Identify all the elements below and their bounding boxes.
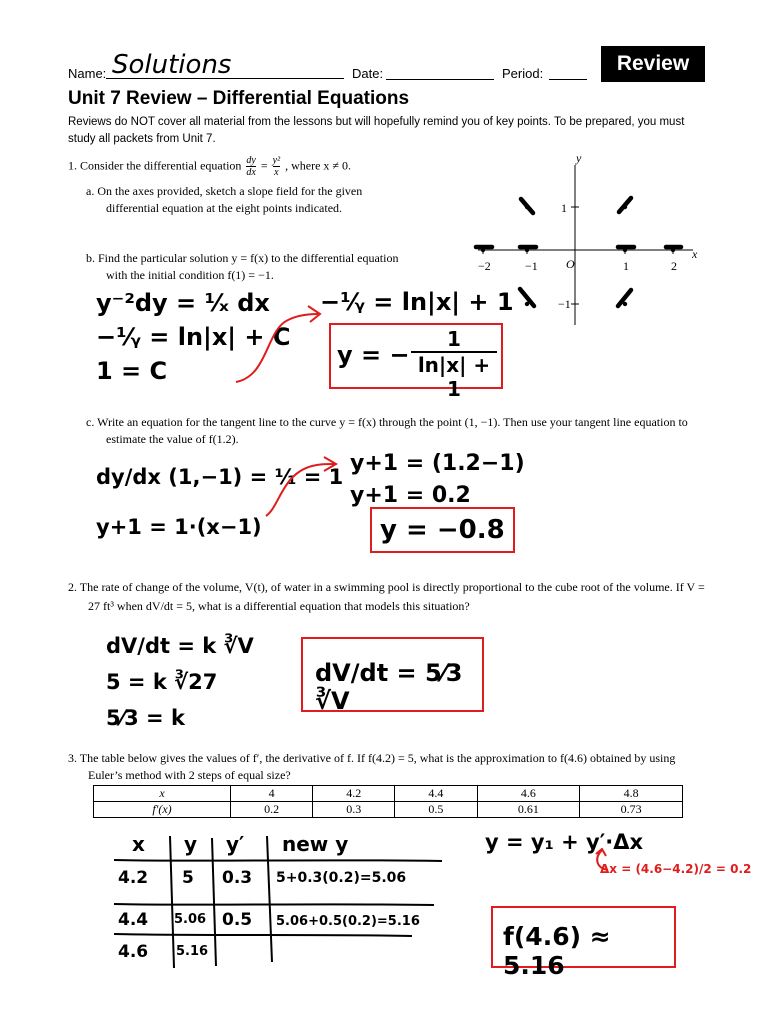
q1b-text: b. Find the particular solution y = f(x) to the differential equation with the initial condition f(1) = −1. xyxy=(86,251,399,282)
x-tick-neg1: −1 xyxy=(525,259,538,273)
q1c-text: c. Write an equation for the tangent line to the curve y = f(x) through the point (1, −1). Then use your tangent line equation to estimate the value of f(1.2). xyxy=(86,415,688,446)
euler-cell: 0.5 xyxy=(222,910,253,930)
euler-cell: 5.06+0.5(0.2)=5.16 xyxy=(276,914,420,929)
q1b-work-line: y⁻²dy = ¹⁄ₓ dx xyxy=(96,289,270,317)
table-cell: 0.61 xyxy=(477,802,580,818)
q1-frac-num: dy xyxy=(246,155,256,166)
review-badge: Review xyxy=(601,46,705,82)
intro-text: Reviews do NOT cover all material from the lessons but will hopefully remind you of key points. To be prepared, you must study all packets from Unit 7. xyxy=(68,116,685,145)
euler-cell: 0.3 xyxy=(222,868,253,888)
table-header-cell: 4.2 xyxy=(313,786,395,802)
q1-stem xyxy=(68,155,351,178)
q1-frac2-den: x xyxy=(274,167,279,178)
table-header-cell: 4.8 xyxy=(580,786,683,802)
q1b-work-line: −¹⁄ᵧ = ln|x| + C xyxy=(96,323,291,351)
q1c-arrow xyxy=(262,456,342,520)
euler-header-y: y xyxy=(184,832,198,856)
table-row xyxy=(94,802,683,818)
slope-mark xyxy=(521,199,533,213)
table-row xyxy=(94,786,683,802)
euler-header-newy: new y xyxy=(282,832,349,856)
period-label: Period: xyxy=(502,66,544,81)
q3-derivative-table xyxy=(93,785,683,818)
q2-text: 2. The rate of change of the volume, V(t), of water in a swimming pool is directly proportional to the cube root of the volume. If V = 27 ft³ when dV/dt = 5, what is a differential equation that models this situation? xyxy=(68,580,705,613)
q1b-answer-lhs: y = − xyxy=(337,341,410,369)
q1c-answer-box xyxy=(370,507,515,553)
table-cell: f′(x) xyxy=(94,802,231,818)
q1c-work-line: y+1 = (1.2−1) xyxy=(350,451,525,476)
q1-fraction xyxy=(246,155,255,178)
q2-work-line: dV/dt = k ∛V xyxy=(106,634,254,658)
euler-cell: 5.06 xyxy=(174,912,207,927)
q2-work xyxy=(106,628,254,736)
q2-answer-box xyxy=(301,637,484,715)
q1b-arrow xyxy=(228,300,328,388)
q1c-work-line: y+1 = 0.2 xyxy=(350,483,471,508)
name-value: Solutions xyxy=(112,50,232,80)
table-cell: 0.3 xyxy=(313,802,395,818)
euler-header-x: x xyxy=(132,832,145,856)
q1a-text: a. On the axes provided, sketch a slope field for the given differential equation at the eight points indicated. xyxy=(86,184,363,215)
table-cell: 0.2 xyxy=(231,802,313,818)
euler-cell: 5 xyxy=(182,868,194,888)
q1c-answer: y = −0.8 xyxy=(380,515,505,545)
euler-cell: 4.2 xyxy=(118,868,149,888)
page-title: Unit 7 Review – Differential Equations xyxy=(68,88,410,109)
q1-fraction-2 xyxy=(273,155,280,178)
table-header-cell: x xyxy=(94,786,231,802)
table-header-cell: 4.4 xyxy=(395,786,477,802)
euler-cell: 5.16 xyxy=(176,944,209,959)
q2-work-line: 5 = k ∛27 xyxy=(106,670,218,694)
q1-eq-tail: , where x ≠ 0. xyxy=(285,158,351,173)
q1-eq-sign: = xyxy=(260,158,268,173)
euler-cell: 5+0.3(0.2)=5.06 xyxy=(276,870,407,886)
q1b-work-line: 1 = C xyxy=(96,357,168,385)
q2-answer: dV/dt = 5⁄3 ∛V xyxy=(315,659,463,715)
delta-x-arrow xyxy=(590,848,614,874)
q1c-work-right xyxy=(350,448,525,512)
euler-header-yprime: y′ xyxy=(226,832,245,856)
q1b-answer-box xyxy=(329,323,503,401)
euler-formula: y = y₁ + y′·Δx xyxy=(485,830,644,854)
table-cell: 0.73 xyxy=(580,802,683,818)
q1c-work-line: dy/dx (1,−1) = ¹⁄₁ = 1 xyxy=(96,465,344,489)
x-axis-label: x xyxy=(692,247,698,261)
q1-stem-text: 1. Consider the differential equation xyxy=(68,158,242,173)
slope-mark xyxy=(619,198,631,212)
q1b-answer-num: 1 xyxy=(411,327,497,353)
y-tick-neg1: −1 xyxy=(558,297,571,311)
name-label: Name: xyxy=(68,66,107,81)
y-tick-1: 1 xyxy=(561,201,567,215)
q1b-work-right: −¹⁄ᵧ = ln|x| + 1 xyxy=(320,288,514,316)
delta-x-note: Δx = (4.6−4.2)/2 = 0.2 xyxy=(600,862,752,876)
origin-label: O xyxy=(566,257,575,271)
q3-answer-box xyxy=(491,906,676,980)
q3-answer: f(4.6) ≈ 5.16 xyxy=(503,922,611,980)
q1-frac-den: dx xyxy=(246,167,256,178)
q1b-answer-frac xyxy=(411,327,497,401)
period-underline xyxy=(549,79,587,80)
date-underline xyxy=(386,79,494,80)
euler-work-table xyxy=(112,830,452,970)
date-label: Date: xyxy=(352,66,384,81)
euler-cell: 4.6 xyxy=(118,942,149,962)
x-tick-neg2: −2 xyxy=(478,259,491,273)
q1c-work-line: y+1 = 1·(x−1) xyxy=(96,515,262,539)
y-axis-label: y xyxy=(576,151,582,165)
x-tick-2: 2 xyxy=(671,259,677,273)
q1-frac2-num: y² xyxy=(272,155,281,166)
euler-cell: 4.4 xyxy=(118,910,149,930)
q3-text: 3. The table below gives the values of f′, the derivative of f. If f(4.2) = 5, what is the approximation to f(4.6) obtained by using Euler’s method with 2 steps of equal size? xyxy=(68,751,676,782)
x-tick-1: 1 xyxy=(623,259,629,273)
q2-work-line: 5⁄3 = k xyxy=(106,706,185,730)
q1b-answer-den: ln|x| + 1 xyxy=(417,353,491,401)
table-cell: 0.5 xyxy=(395,802,477,818)
table-header-cell: 4 xyxy=(231,786,313,802)
table-header-cell: 4.6 xyxy=(477,786,580,802)
